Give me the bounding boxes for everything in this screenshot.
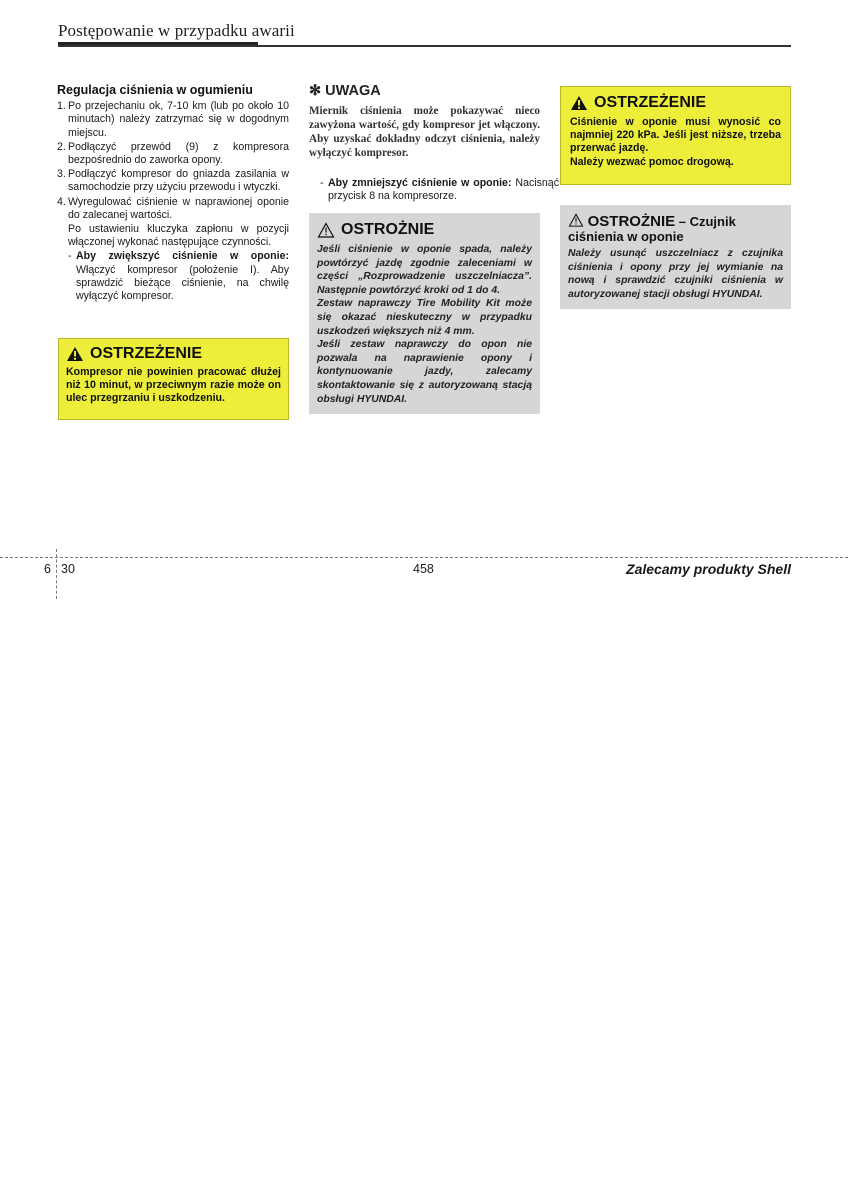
header-rule (58, 45, 791, 47)
warning-heading (66, 345, 281, 363)
caution-text: Należy usunąć uszczelniacz z czujnika ciśnienia i opony przy jej wymianie na nową i sprawdzić czujniki ciśnienia w autoryzowanej stacji obsługi HYUNDAI. (568, 248, 783, 300)
decrease-pressure-label: Aby zmniejszyć ciśnienie w oponie: (328, 177, 512, 189)
warning-heading (570, 94, 781, 112)
step-3 (57, 168, 289, 194)
increase-pressure-text: Włączyć kompresor (położenie I). Aby sprawdzić bieżące ciśnienie, na chwilę wyłączyć kompresor. (76, 263, 289, 303)
warning-title: OSTRZEŻENIE (594, 94, 707, 111)
decrease-pressure-item: - Aby zmniejszyć ciśnienie w oponie: Nacisnąć przycisk 8 na kompresorze. (320, 177, 559, 203)
section-heading: Regulacja ciśnienia w ogumieniu (57, 83, 253, 97)
caution-paragraph-2: Zestaw naprawczy Tire Mobility Kit może się okazać nieskuteczny w przypadku uszkodzeń większych niż 4 mm. (317, 298, 532, 337)
note-text: Miernik ciśnienia może pokazywać nieco zawyżona wartość, gdy kompresor jet włączony. Aby uzyskać dokładny odczyt ciśnienia, należy wyłączyć kompresor. (309, 105, 540, 159)
caution-title: OSTROŻNIE (587, 213, 676, 230)
warning-title: OSTRZEŻENIE (90, 345, 203, 362)
step-text: Podłączyć kompresor do gniazda zasilania w samochodzie przy użyciu przewodu i wtyczki. (68, 168, 289, 194)
step-text: Podłączyć przewód (9) z kompresora bezpośrednio do zaworka opony. (68, 140, 289, 167)
warning-box-pressure (560, 86, 791, 185)
warning-text: Kompresor nie powinien pracować dłużej niż 10 minut, w przeciwnym razie może on ulec przegrzaniu i uszkodzeniu. (66, 366, 281, 405)
warning-paragraph-1: Ciśnienie w oponie musi wynosić co najmniej 220 kPa. Jeśli jest niższe, trzeba przerwać jazdę. (570, 116, 781, 155)
caution-paragraph-1: Jeśli ciśnienie w oponie spada, należy powtórzyć jazdę zgodnie zaleceniami w części „Rozprowadzenie uszczelniacza”. Następnie powtórzyć kroki od 1 do 4. (317, 244, 532, 296)
step-2 (57, 141, 289, 167)
warning-triangle-filled-icon (66, 346, 84, 362)
note-title: ✻ UWAGA (309, 83, 381, 99)
caution-box-repeat (309, 213, 540, 414)
warning-paragraph-2: Należy wezwać pomoc drogową. (570, 155, 734, 168)
footer-section-number: 6 (44, 562, 51, 576)
step-text: Po przejechaniu ok, 7-10 km (lub po około 10 minutach) należy zatrzymać się w dogodnym miejscu. (68, 100, 289, 139)
page-header-title: Postępowanie w przypadku awarii (58, 21, 295, 40)
footer-page-number: 30 (61, 562, 75, 576)
footer-center-number: 458 (413, 562, 434, 576)
step-4 (57, 196, 289, 222)
caution-heading (568, 213, 783, 244)
step-1 (57, 100, 289, 140)
caution-paragraph-3: Jeśli zestaw naprawczy do opon nie pozwala na naprawienie opony i kontynuowanie jazdy, zalecamy skontaktowanie się z autoryzowaną stacją obsługi HYUNDAI. (317, 339, 532, 405)
decrease-pressure-text: Nacisnąć przycisk 8 na kompresorze. (328, 177, 559, 203)
footer-dashed-rule (0, 557, 848, 558)
step-number: 3. (57, 168, 66, 181)
caution-heading (317, 221, 532, 239)
step-number: 4. (57, 195, 66, 208)
increase-pressure-item: - Aby zwiększyć ciśnienie w oponie: Włączyć kompresor (położenie I). Aby sprawdzić bieżące ciśnienie, na chwilę wyłączyć kompresor. (68, 250, 289, 303)
step-number: 1. (57, 100, 66, 113)
warning-triangle-filled-icon (570, 95, 588, 111)
caution-subtitle: – Czujnik ciśnienia w oponie (568, 214, 736, 244)
caution-box-sensor (560, 205, 791, 309)
tire-pressure-section (57, 84, 289, 303)
step-text: Wyregulować ciśnienie w naprawionej oponie do zalecanej wartości. (68, 195, 289, 221)
step-4-extra: Po ustawieniu kluczyka zapłonu w pozycji włączonej wykonać następujące czynności. (68, 223, 289, 249)
step-number: 2. (57, 140, 66, 153)
footer-dashed-divider (56, 549, 57, 599)
warning-triangle-outline-icon (568, 213, 584, 227)
warning-triangle-outline-icon (317, 222, 335, 238)
increase-pressure-label: Aby zwiększyć ciśnienie w oponie: (76, 250, 289, 263)
caution-title: OSTROŻNIE (341, 221, 435, 238)
warning-box-compressor (58, 338, 289, 420)
footer-slogan: Zalecamy produkty Shell (626, 561, 791, 577)
